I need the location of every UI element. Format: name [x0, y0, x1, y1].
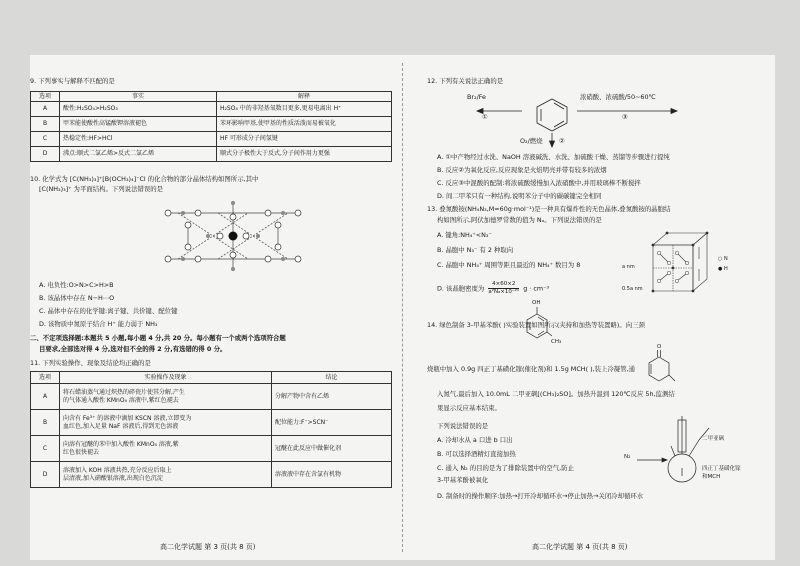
- q12-step-3: ③: [622, 113, 628, 121]
- q13-option-b: B. 晶胞中 N₃⁻ 有 2 种取向: [437, 246, 514, 254]
- q13-legend-h: ● H: [718, 266, 728, 272]
- table-row: D 沸点:顺式二氯乙烯>反式二氯乙烯 顺式分子极性大于反式,分子间作用力更强: [31, 147, 392, 162]
- q11-header-option: 选项: [31, 372, 60, 384]
- q14-option-a: A. 冷却水从 a 口进 b 口出: [437, 436, 513, 444]
- q13-label-a: a nm: [622, 264, 635, 270]
- q13-stem-line2: 构如图所示,阿伏加德罗常数的值为 Nₐ。下列说法错误的是: [437, 216, 602, 224]
- section2-instructions-line1: 二、不定项选择题:本题共 5 小题,每小题 4 分,共 20 分。每小题有一个或两个选项符合题: [30, 334, 286, 342]
- q12-option-a: A. ①中产物经过水洗、NaOH 溶液碱洗、水洗、加硫酸干燥、蒸馏等步骤进行提纯: [437, 153, 670, 161]
- page-4: [402, 55, 775, 560]
- q14-sub-stem: 下列说法错误的是: [437, 422, 489, 430]
- q14-label-ch3: CH₃: [551, 339, 562, 345]
- table-row: B 甲苯能使酸性高锰酸钾溶液褪色 苯环影响甲基,使甲基的性质活泼而易被氧化: [31, 117, 392, 132]
- q10-stem-line1: 10. 化学式为 [C(NH₃)₃]⁺[B(OCH₃)₄]⁻Cl 的化合物的部分晶体结构如图所示,其中: [30, 175, 259, 183]
- q9-header-fact: 事实: [60, 92, 217, 102]
- q14-option-c-line1: C. 通入 N₂ 的目的是为了排除装置中的空气,防止: [437, 464, 574, 472]
- q14-stem-line1: 14. 绿色制备 3-甲基苯酚( )实验装置如图所示(夹持和加热等装置略)。向三颈: [427, 321, 645, 329]
- q11-stem: 11. 下列实验操作、现象及结论均正确的是: [30, 359, 151, 367]
- q11-header-conclusion: 结论: [272, 372, 392, 384]
- q13-option-d: D. 该晶胞密度为 $\frac{4\times 60\times 2}{\text{a²Nₐ×10⁻²¹}}$ g · cm⁻³: [437, 281, 550, 295]
- table-row: C 向溶有冠醚的苯中加入酸性 KMnO₄ 溶液,紫 红色很快褪去 冠醚在此反应中做催化剂: [31, 436, 392, 462]
- table-row: A 将石蜡油蒸气通过炽热的碎瓷片使其分解,产生 的气体通入酸性 KMnO₄ 溶液中,紫红色褪去 分解产物中含有乙烯: [31, 384, 392, 410]
- table-row: D 溶液加入 KOH 溶液共热,充分反应后取上 层清液,加入硝酸银溶液,出现白色沉淀 溶液液中存在含氯有机物: [31, 462, 392, 488]
- q14-label-dmso: 二甲亚砜: [702, 436, 725, 442]
- q14-option-d: D. 制备时的操作顺序:加热→打开冷却循环水→停止加热→关闭冷却循环水: [437, 492, 644, 500]
- q9-stem: 9. 下列事实与解释不匹配的是: [30, 77, 115, 85]
- q13-option-a: A. 键角:NH₄⁺<N₃⁻: [437, 231, 492, 239]
- q12-option-c: C. 反应③中混酸的配制:将浓硫酸缓慢加入浓硝酸中,并用玻璃棒不断搅拌: [437, 179, 641, 187]
- q14-stem-line4: 果显示反应基本结束。: [437, 404, 501, 412]
- q12-reagent-2: 浓硝酸、浓硫酸/50~60℃: [580, 93, 656, 101]
- table-row: C 热稳定性:HF>HCl HF 可形成分子间氢键: [31, 132, 392, 147]
- q14-label-catalyst-1: 四正丁基磺化镓: [702, 466, 741, 472]
- q14-label-catalyst-2: 和MCH: [702, 474, 721, 480]
- q10-option-d: D. 该物质中氮原子结合 H⁺ 能力弱于 NH₃: [39, 320, 158, 328]
- q12-stem: 12. 下列有关说法正确的是: [427, 77, 504, 85]
- section2-instructions-line2: 目要求,全部选对得 4 分,选对但不全的得 2 分,有选错的得 0 分。: [39, 345, 227, 353]
- q13-unit-cell-figure: [645, 225, 717, 297]
- q11-table: [30, 371, 392, 488]
- q10-option-b: B. 该晶体中存在 N−H⋯O: [39, 294, 115, 302]
- q9-header-explanation: 解释: [217, 92, 392, 102]
- page-3-footer: 高二化学试题 第 3 页(共 8 页): [160, 543, 256, 551]
- q10-crystal-structure-figure: [148, 195, 328, 277]
- q14-apparatus-figure: [627, 410, 747, 490]
- table-row: A 酸性:H₂SO₄>H₂SO₃ H₂SO₄ 中的非羟基氧数目更多,更易电离出 H⁺: [31, 102, 392, 117]
- q13-legend-n: ○ N: [718, 256, 728, 262]
- q14-label-oh: OH: [532, 300, 541, 306]
- q14-option-c-line2: 3-甲基苯酚被氧化: [437, 476, 489, 484]
- q14-label-o: O: [657, 344, 662, 350]
- q14-stem-line2: 烧瓶中加入 0.9g 四正丁基磺化镓(催化剂)和 1.5g MCH( ),装上冷凝管,通: [427, 365, 636, 373]
- q11-header-operation: 实验操作及现象: [60, 372, 272, 384]
- q9-table: [30, 91, 392, 162]
- table-row: B 向含有 Fe³⁺ 的溶液中滴加 KSCN 溶液,立即变为 血红色,加入足量 NaF 溶液后,得到无色溶液 配位能力:F⁻>SCN⁻: [31, 410, 392, 436]
- q12-step-2: ②: [559, 137, 565, 145]
- q14-option-b: B. 可以选择酒精灯直接加热: [437, 450, 516, 458]
- q10-option-a: A. 电负性:O>N>C>H>B: [39, 281, 114, 289]
- page-4-footer: 高二化学试题 第 4 页(共 8 页): [532, 543, 628, 551]
- page-3: [30, 55, 402, 560]
- q9-header-option: 选项: [31, 92, 60, 102]
- q12-reagent-1: Br₂/Fe: [467, 93, 486, 101]
- q13-label-c: 0.5a nm: [622, 286, 643, 292]
- q13-option-c: C. 晶胞中 NH₄⁺ 周围等距且最近的 NH₄⁺ 数目为 8: [437, 261, 581, 269]
- q10-option-c: C. 晶体中存在的化学键:离子键、共价键、配位键: [39, 307, 178, 315]
- q14-label-n2: N₂: [624, 454, 631, 460]
- q12-option-b: B. 反应②为氧化反应,反应现象是火焰明亮并带有较多的浓烟: [437, 166, 607, 174]
- q12-step-1: ①: [482, 113, 488, 121]
- q12-option-d: D. 间二甲苯只有一种结构,说明苯分子中的碳碳键完全相同: [437, 192, 602, 200]
- q14-mch-structure: [639, 345, 679, 391]
- exam-sheet: [30, 55, 775, 560]
- q14-stem-line3: 入氮气,最后加入 10.0mL 二甲亚砜[(CH₃)₂SO]。加热升温到 120℃反应 5h,监测结: [437, 390, 675, 398]
- q12-reagent-3: O₂/燃烧: [520, 137, 543, 145]
- q13-stem-line1: 13. 叠氮酸铵(NH₄N₃,M=60g·mol⁻¹)是一种具有爆炸性的无色晶体,叠氮酸铵的晶胞结: [427, 205, 671, 213]
- q10-stem-line2: [C(NH₃)₃]⁺ 为平面结构。下列说法错误的是: [39, 185, 164, 193]
